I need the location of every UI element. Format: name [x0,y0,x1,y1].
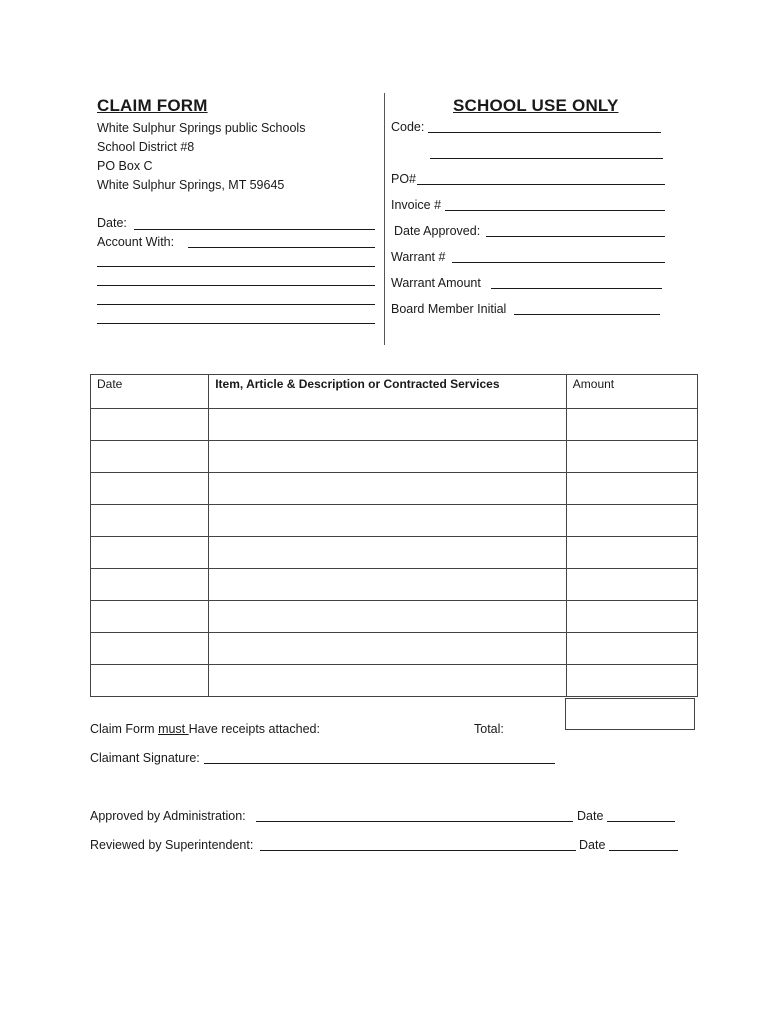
date-cell[interactable] [91,633,209,665]
address-line-3: PO Box C [97,159,153,173]
table-row [91,601,698,633]
date-label: Date: [97,216,127,230]
address-line-4: White Sulphur Springs, MT 59645 [97,178,285,192]
description-cell[interactable] [209,409,567,441]
amount-cell[interactable] [566,537,697,569]
invoice-field[interactable] [445,210,665,211]
date-approved-field[interactable] [486,236,665,237]
claim-items-table [90,374,698,697]
receipts-prefix: Claim Form [90,722,159,736]
description-cell[interactable] [209,473,567,505]
reviewed-date-field[interactable] [609,850,678,851]
code-label: Code: [391,120,425,134]
warrant-field[interactable] [452,262,665,263]
header-description: Item, Article & Description or Contracted Services [209,375,567,409]
table-header-row [91,375,698,409]
approved-by-admin-label: Approved by Administration: [90,809,246,823]
warrant-amount-field[interactable] [491,288,662,289]
total-field[interactable] [565,698,695,730]
table-row [91,537,698,569]
reviewed-by-super-label: Reviewed by Superintendent: [90,838,254,852]
invoice-label: Invoice # [391,198,442,212]
receipts-must: must [158,722,189,736]
description-cell[interactable] [209,441,567,473]
po-label: PO# [391,172,417,186]
approved-date-field[interactable] [607,821,675,822]
column-divider [384,93,385,345]
table-row [91,665,698,697]
date-approved-label: Date Approved: [394,224,481,238]
date-cell[interactable] [91,505,209,537]
date-cell[interactable] [91,665,209,697]
warrant-amount-label: Warrant Amount [391,276,481,290]
reviewed-date-label: Date [579,838,606,852]
approved-date-label: Date [577,809,604,823]
amount-cell[interactable] [566,473,697,505]
amount-cell[interactable] [566,633,697,665]
school-use-only-title: SCHOOL USE ONLY [453,96,619,115]
account-line-4[interactable] [97,304,375,305]
header-amount: Amount [566,375,697,409]
date-cell[interactable] [91,601,209,633]
claim-form-title: CLAIM FORM [97,96,208,115]
account-with-label: Account With: [97,235,175,249]
amount-cell[interactable] [566,441,697,473]
date-cell[interactable] [91,409,209,441]
po-field[interactable] [417,184,665,185]
table-row [91,441,698,473]
table-row [91,473,698,505]
header-date: Date [91,375,209,409]
total-label: Total: [474,722,504,736]
account-with-field[interactable] [188,247,375,248]
date-cell[interactable] [91,569,209,601]
approved-by-admin-field[interactable] [256,821,573,822]
address-line-2: School District #8 [97,140,195,154]
claimant-signature-field[interactable] [204,763,555,764]
date-cell[interactable] [91,537,209,569]
table-row [91,409,698,441]
amount-cell[interactable] [566,505,697,537]
code-field-2[interactable] [430,158,663,159]
description-cell[interactable] [209,537,567,569]
reviewed-by-super-field[interactable] [260,850,576,851]
description-cell[interactable] [209,601,567,633]
description-cell[interactable] [209,505,567,537]
amount-cell[interactable] [566,569,697,601]
description-cell[interactable] [209,665,567,697]
amount-cell[interactable] [566,409,697,441]
claimant-signature-label: Claimant Signature: [90,751,200,765]
receipts-note [90,720,320,739]
code-field[interactable] [428,132,661,133]
description-cell[interactable] [209,569,567,601]
account-line-2[interactable] [97,266,375,267]
account-line-3[interactable] [97,285,375,286]
receipts-suffix: Have receipts attached: [188,722,320,736]
address-line-1: White Sulphur Springs public Schools [97,121,306,135]
date-cell[interactable] [91,473,209,505]
board-member-initial-label: Board Member Initial [391,302,507,316]
date-field[interactable] [134,229,375,230]
date-cell[interactable] [91,441,209,473]
warrant-label: Warrant # [391,250,446,264]
account-line-5[interactable] [97,323,375,324]
table-row [91,569,698,601]
table-row [91,633,698,665]
board-member-initial-field[interactable] [514,314,660,315]
amount-cell[interactable] [566,601,697,633]
description-cell[interactable] [209,633,567,665]
table-row [91,505,698,537]
amount-cell[interactable] [566,665,697,697]
